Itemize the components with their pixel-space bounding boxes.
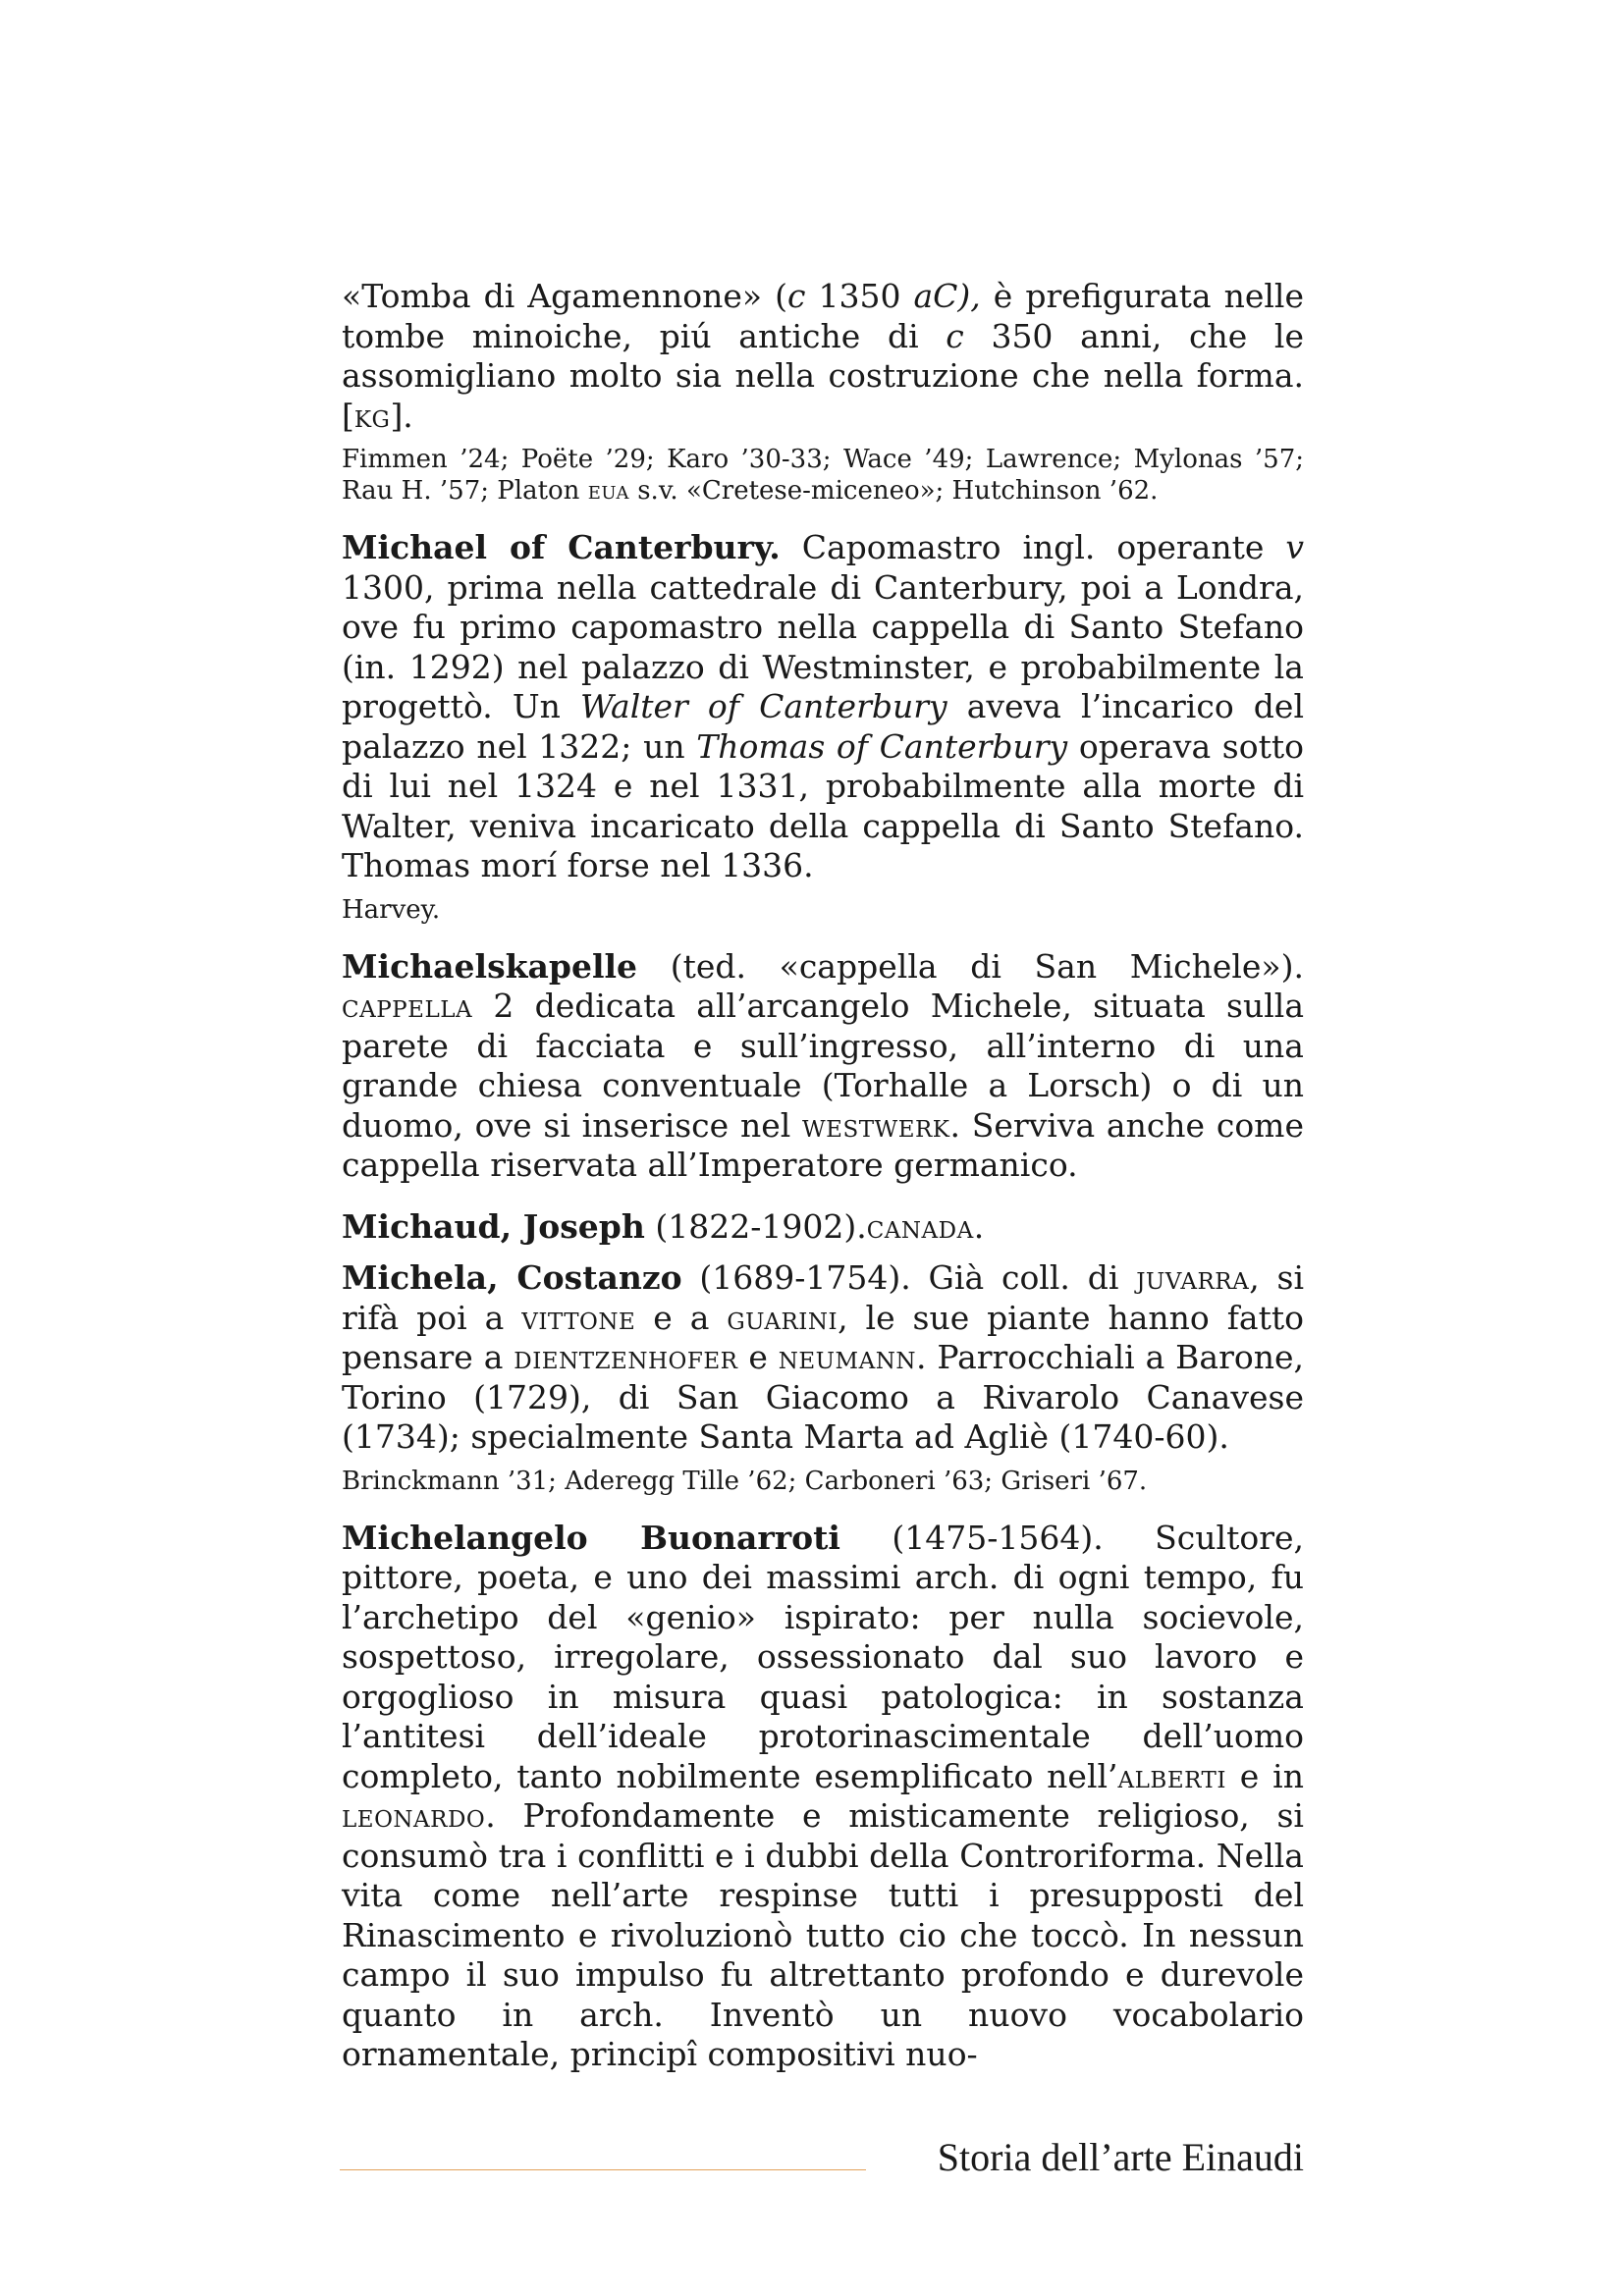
text-run: (1822-1902). [644,1206,867,1246]
entry-intro-bibliography [342,444,1304,507]
cross-reference: alberti [1117,1756,1226,1795]
text-run: e [737,1338,779,1376]
entry-michaud [342,1207,1304,1248]
cross-reference: dientzenhofer [514,1338,738,1376]
entry-michaelskapelle [342,947,1304,1186]
text-run: (1475-1564). Scultore, pittore, poeta, e uno dei massimi arch. di ogni tempo, fu l’archetipo del «genio» ispirato: per nulla socievole, sospettoso, irregolare, ossessionato dal suo lavoro e orgoglioso in misura quasi patologica: in sostanza l’antitesi dell’ideale protorinascimentale dell’uomo completo, tanto nobilmente esemplificato nell’ [342,1518,1305,1795]
page-footer [340,2128,1304,2187]
entry-michelangelo [342,1519,1304,2075]
text-run: (1689-1754). Già coll. di [681,1258,1137,1297]
text-run: e a [635,1298,728,1337]
entry-headword: Michelangelo Buonarroti [342,1518,840,1557]
entry-intro [342,277,1304,507]
entry-michael-text [342,528,1304,886]
entry-intro-text [342,277,1304,436]
cross-reference: juvarra [1136,1258,1250,1297]
entry-michela-bibliography: Brinckmann ’31; Aderegg Tille ’62; Carboneri ’63; Griseri ’67. [342,1466,1148,1496]
cross-reference: vittone [521,1298,636,1337]
text-run: aveva l’incarico del palazzo nel 1322; un [342,687,1305,766]
cross-reference: canada [866,1206,974,1246]
text-run: . [973,1206,985,1246]
text-run: . Profondamente e misticamente religioso, si consumò tra i conflitti e i dubbi della Controriforma. Nella vita come nell’arte respinse tutti i presupposti del Rinascimento e rivoluzionò tutto cio che toccò. In nessun campo il suo impulso fu altrettanto profondo e durevole quanto in arch. Inventò un nuovo vocabolario ornamentale, principî compositivi nuo- [342,1796,1304,2073]
text-run-italic: v [1285,528,1305,566]
text-run: «Tomba di Agamennone» ( [342,277,787,315]
text-run-italic: aC), [913,277,981,315]
entry-headword: Michael of Canterbury. [342,528,781,566]
entry-michael-of-canterbury [342,528,1304,926]
text-run: 2 dedicata all’arcangelo Michele, situata sulla parete di facciata e sull’ingresso, all’interno di una grande chiesa conventuale (Torhalle a Lorsch) o di un duomo, ove si inserisce nel [342,987,1304,1145]
text-run-italic: Walter of Canterbury [579,687,947,725]
entry-michaelskapelle-text [342,947,1304,1186]
text-run: . Serviva anche come cappella riservata all’Imperatore germanico. [342,1105,1305,1184]
text-run: s.v. «Cretese-miceneo»; Hutchinson ’62. [628,476,1159,506]
text-run-italic: c [946,316,964,355]
entry-michaud-text [342,1207,1304,1248]
cross-reference: guarini [727,1298,839,1337]
cross-reference: eua [587,476,629,506]
entry-headword: Michaelskapelle [342,946,638,986]
text-run: . Parrocchiali a Barone, Torino (1729), di San Giacomo a Rivarolo Canavese (1734); specialmente Santa Marta ad Agliè (1740-60). [342,1338,1305,1456]
text-run: Capomastro ingl. operante [780,528,1286,566]
text-run-italic: Thomas of Canterbury [696,726,1068,766]
text-run: 350 anni, che le assomigliano molto sia nella costruzione che nella forma. [ [342,316,1304,435]
text-run: e in [1225,1756,1304,1795]
author-initials: kg [353,396,391,435]
footer-title: Storia dell’arte Einaudi [937,2135,1304,2179]
text-run: operava sotto di lui nel 1324 e nel 1331, probabilmente alla morte di Walter, veniva incaricato della cappella di Santo Stefano. Thomas morí forse nel 1336. [342,726,1304,884]
text-run: è prefigurata nelle tombe minoiche, piú antiche di [342,277,1304,355]
text-run: , le sue piante hanno fatto pensare a [342,1298,1304,1376]
page-body [342,277,1304,2085]
cross-reference: neumann [778,1338,916,1376]
cross-reference: cappella [342,987,473,1025]
entry-michela [342,1258,1304,1497]
entry-michael-bibliography: Harvey. [342,894,441,925]
cross-reference: leonardo [342,1796,486,1835]
text-run: , si rifà poi a [342,1258,1305,1337]
entry-michelangelo-text [342,1519,1304,2075]
text-run: 1300, prima nella cattedrale di Canterbury, poi a Londra, ove fu primo capomastro nella cappella di Santo Stefano (in. 1292) nel palazzo di Westminster, e probabilmente la progettò. Un [342,567,1304,725]
entry-headword: Michaud, Joseph [342,1206,645,1246]
text-run: Fimmen ’24; Poëte ’29; Karo ’30-33; Wace ’49; Lawrence; Mylonas ’57; Rau H. ’57; Platon [342,445,1304,506]
entry-headword: Michela, Costanzo [342,1258,682,1297]
cross-reference: westwerk [802,1105,950,1145]
text-run: ]. [390,396,413,435]
entry-michela-text [342,1258,1304,1458]
text-run: 1350 [805,277,914,315]
footer-rule [340,2169,866,2170]
text-run: (ted. «cappella di San Michele»). [637,946,1304,986]
text-run-italic: c [787,277,806,315]
